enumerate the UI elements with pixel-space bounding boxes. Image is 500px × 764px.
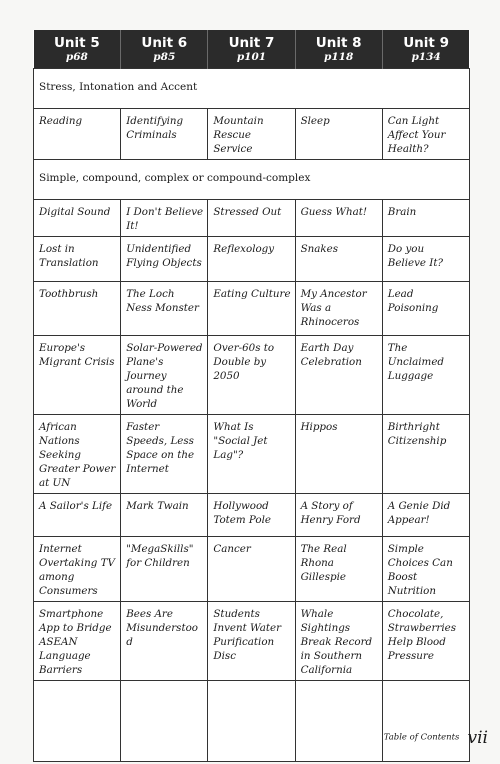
table-row xyxy=(34,415,470,494)
unit-page-ref: p85 xyxy=(153,51,176,63)
topic-cell: Digital Sound xyxy=(34,200,121,237)
section-header-row xyxy=(34,160,470,200)
topic-cell: Solar-Powered Plane's Journey around the World xyxy=(121,336,208,415)
topic-cell: Brain xyxy=(382,200,469,237)
topic-cell: Chocolate, Strawberries Help Blood Pressure xyxy=(382,602,469,681)
unit-name: Unit 9 xyxy=(403,35,449,51)
table-row xyxy=(34,282,470,336)
unit-header-cell xyxy=(208,30,295,69)
topic-cell: Can Light Affect Your Health? xyxy=(382,109,469,160)
topic-cell: The Loch Ness Monster xyxy=(121,282,208,336)
table-row xyxy=(34,494,470,537)
section-title: Simple, compound, complex or compound-complex xyxy=(34,160,470,200)
table-row xyxy=(34,681,470,762)
topic-cell: Whale Sightings Break Record in Southern California xyxy=(295,602,382,681)
topic-cell xyxy=(295,681,382,762)
unit-page-ref: p68 xyxy=(65,51,88,63)
topic-cell: Hippos xyxy=(295,415,382,494)
topic-cell xyxy=(34,681,121,762)
table-row xyxy=(34,537,470,602)
topic-cell xyxy=(382,681,469,762)
table-row xyxy=(34,602,470,681)
page-number: vii xyxy=(467,727,488,748)
topic-cell: A Story of Henry Ford xyxy=(295,494,382,537)
topic-cell: Europe's Migrant Crisis xyxy=(34,336,121,415)
topic-cell: Bees Are Misunderstood xyxy=(121,602,208,681)
table-row xyxy=(34,237,470,282)
unit-header-row xyxy=(34,30,470,69)
topic-cell: Mark Twain xyxy=(121,494,208,537)
unit-name: Unit 8 xyxy=(315,35,362,51)
unit-name: Unit 7 xyxy=(228,35,275,51)
topic-cell: My Ancestor Was a Rhinoceros xyxy=(295,282,382,336)
topic-cell: Birthright Citizenship xyxy=(382,415,469,494)
unit-page-ref: p101 xyxy=(236,51,267,63)
section-title: Stress, Intonation and Accent xyxy=(34,69,470,109)
footer-label: Table of Contents xyxy=(383,732,460,743)
unit-header-cell xyxy=(121,30,208,69)
topic-cell: Snakes xyxy=(295,237,382,282)
table-row xyxy=(34,336,470,415)
unit-name: Unit 6 xyxy=(141,35,188,51)
page-footer xyxy=(384,727,488,748)
topic-cell: Faster Speeds, Less Space on the Internet xyxy=(121,415,208,494)
topic-cell: What Is "Social Jet Lag"? xyxy=(208,415,295,494)
unit-header-cell xyxy=(34,30,121,69)
topic-cell: "MegaSkills" for Children xyxy=(121,537,208,602)
topic-cell: Smartphone App to Bridge ASEAN Language Barriers xyxy=(34,602,121,681)
topic-cell: The Real Rhona Gillespie xyxy=(295,537,382,602)
topic-cell xyxy=(208,681,295,762)
topic-cell: Internet Overtaking TV among Consumers xyxy=(34,537,121,602)
topic-cell: African Nations Seeking Greater Power at UN xyxy=(34,415,121,494)
topic-cell: Identifying Criminals xyxy=(121,109,208,160)
topic-cell: A Sailor's Life xyxy=(34,494,121,537)
unit-name: Unit 5 xyxy=(53,35,100,51)
topic-cell: Lost in Translation xyxy=(34,237,121,282)
section-header-row xyxy=(34,69,470,109)
topic-cell: Earth Day Celebration xyxy=(295,336,382,415)
topic-cell: Mountain Rescue Service xyxy=(208,109,295,160)
topic-cell: Sleep xyxy=(295,109,382,160)
unit-page-ref: p118 xyxy=(324,51,354,63)
topic-cell: The Unclaimed Luggage xyxy=(382,336,469,415)
topic-cell: Stressed Out xyxy=(208,200,295,237)
topic-cell: Students Invent Water Purification Disc xyxy=(208,602,295,681)
unit-page-ref: p134 xyxy=(411,51,441,63)
topic-cell: Lead Poisoning xyxy=(382,282,469,336)
topic-cell: Cancer xyxy=(208,537,295,602)
contents-table xyxy=(33,30,470,762)
topic-cell: Guess What! xyxy=(295,200,382,237)
topic-cell: A Genie Did Appear! xyxy=(382,494,469,537)
topic-cell: I Don't Believe It! xyxy=(121,200,208,237)
topic-cell xyxy=(121,681,208,762)
topic-cell: Reflexology xyxy=(208,237,295,282)
topic-cell: Simple Choices Can Boost Nutrition xyxy=(382,537,469,602)
unit-header-cell xyxy=(382,30,469,69)
topic-cell: Do you Believe It? xyxy=(382,237,469,282)
topic-cell: Unidentified Flying Objects xyxy=(121,237,208,282)
topic-cell: Reading xyxy=(34,109,121,160)
table-row xyxy=(34,109,470,160)
topic-cell: Eating Culture xyxy=(208,282,295,336)
topic-cell: Toothbrush xyxy=(34,282,121,336)
topic-cell: Hollywood Totem Pole xyxy=(208,494,295,537)
table-row xyxy=(34,200,470,237)
unit-header-cell xyxy=(295,30,382,69)
topic-cell: Over-60s to Double by 2050 xyxy=(208,336,295,415)
